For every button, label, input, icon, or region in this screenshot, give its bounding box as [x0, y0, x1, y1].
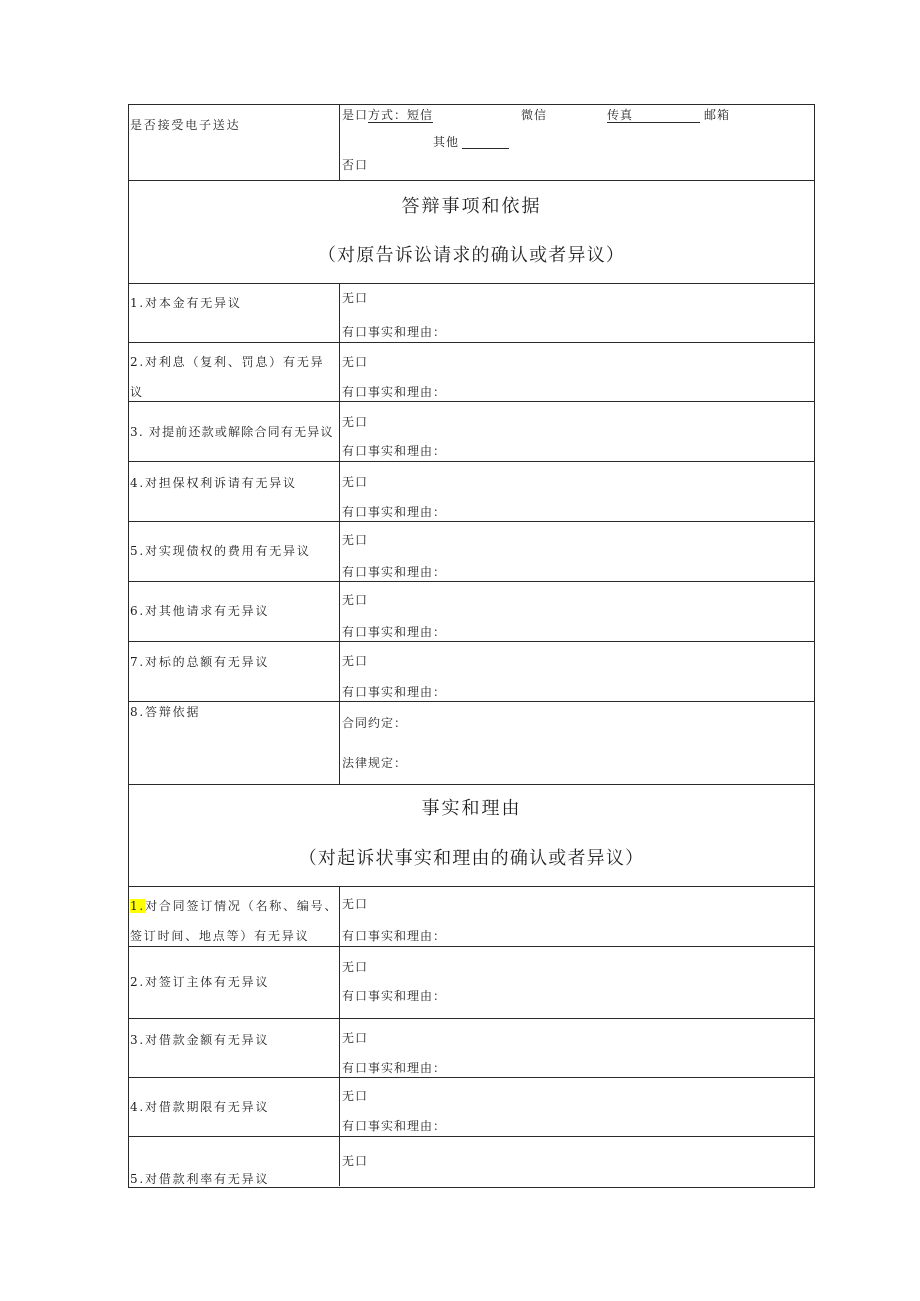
option-no-objection: 无口	[342, 415, 369, 429]
option-no-objection: 无口	[342, 960, 369, 974]
electronic-service-label: 是否接受电子送达	[130, 118, 241, 132]
other-blank-line	[462, 148, 509, 149]
section-title: 答辩事项和依据	[401, 196, 542, 217]
item-label-cell	[129, 887, 340, 946]
service-method-label: 方式：短信	[368, 108, 434, 122]
option-no-objection: 无口	[342, 475, 369, 489]
item-label: 2.对利息（复利、罚息）有无异	[130, 355, 325, 369]
item-answer-cell	[340, 1019, 814, 1077]
electronic-service-no-option: 否口	[342, 158, 369, 172]
option-objection-reason: 有口事实和理由：	[342, 505, 447, 519]
item-label: 5.对实现债权的费用有无异议	[130, 544, 311, 558]
email-option: 邮箱	[704, 108, 731, 122]
defense-form-table	[128, 104, 815, 1188]
option-no-objection: 无口	[342, 533, 369, 547]
item-answer-cell	[340, 887, 814, 946]
defense-section-header	[129, 180, 814, 283]
facts-item-row	[129, 946, 814, 1018]
item-label: 4.对借款期限有无异议	[130, 1100, 270, 1114]
item-label: 5.对借款利率有无异议	[130, 1172, 270, 1186]
item-label-cell	[129, 642, 340, 701]
section-subtitle: （对起诉状事实和理由的确认或者异议）	[298, 848, 645, 869]
option-no-objection: 无口	[342, 1031, 369, 1045]
fax-option: 传真	[607, 108, 700, 123]
item-label-cell	[129, 1078, 340, 1136]
item-answer-cell	[340, 947, 814, 1018]
defense-item-row	[129, 401, 814, 461]
option-no-objection: 无口	[342, 897, 369, 911]
facts-item-row	[129, 886, 814, 946]
electronic-service-row	[129, 105, 814, 180]
option-no-objection: 无口	[342, 593, 369, 607]
item-label-cell	[129, 402, 340, 461]
item-answer-cell	[340, 1137, 814, 1186]
option-objection-reason: 有口事实和理由：	[342, 325, 447, 339]
electronic-service-options-cell	[340, 105, 814, 180]
highlighted-item-number: 1.	[130, 899, 146, 913]
item-label-cell	[129, 582, 340, 641]
section-title: 事实和理由	[421, 798, 522, 819]
defense-basis-row	[129, 701, 814, 784]
basis-answer-cell	[340, 702, 814, 784]
electronic-service-yes-line	[342, 108, 433, 122]
item-label-cell	[129, 284, 340, 342]
wechat-option: 微信	[521, 108, 548, 122]
electronic-service-label-cell	[129, 105, 340, 180]
item-label: 3. 对提前还款或解除合同有无异议	[130, 425, 334, 439]
item-label-cell	[129, 1137, 340, 1186]
item-label-continued: 签订时间、地点等）有无异议	[130, 929, 310, 943]
option-objection-reason: 有口事实和理由：	[342, 1061, 447, 1075]
defense-item-row	[129, 641, 814, 701]
option-no-objection: 无口	[342, 1089, 369, 1103]
option-no-objection: 无口	[342, 1154, 369, 1168]
item-answer-cell	[340, 582, 814, 641]
item-answer-cell	[340, 1078, 814, 1136]
option-objection-reason: 有口事实和理由：	[342, 685, 447, 699]
electronic-service-yes-option: 是口	[342, 108, 369, 122]
defense-item-row	[129, 283, 814, 342]
facts-section-header	[129, 784, 814, 886]
item-label-cell	[129, 522, 340, 581]
defense-item-row	[129, 521, 814, 581]
option-objection-reason: 有口事实和理由：	[342, 989, 447, 1003]
option-no-objection: 无口	[342, 291, 369, 305]
facts-item-row	[129, 1136, 814, 1186]
item-answer-cell	[340, 402, 814, 461]
item-answer-cell	[340, 522, 814, 581]
item-label-line	[130, 899, 338, 913]
item-label: 7.对标的总额有无异议	[130, 655, 270, 669]
basis-label: 8.答辩依据	[130, 705, 201, 719]
item-answer-cell	[340, 462, 814, 521]
item-label: 6.对其他请求有无异议	[130, 604, 270, 618]
option-objection-reason: 有口事实和理由：	[342, 1119, 447, 1133]
facts-item-row	[129, 1018, 814, 1077]
option-no-objection: 无口	[342, 654, 369, 668]
item-label-cell	[129, 947, 340, 1018]
option-no-objection: 无口	[342, 355, 369, 369]
other-option: 其他	[433, 135, 460, 149]
defense-item-row	[129, 581, 814, 641]
defense-item-row	[129, 461, 814, 521]
item-label-cell	[129, 1019, 340, 1077]
legal-provision-label: 法律规定：	[342, 756, 408, 770]
option-objection-reason: 有口事实和理由：	[342, 444, 447, 458]
item-label: 4.对担保权利诉请有无异议	[130, 476, 297, 490]
item-label: 对合同签订情况（名称、编号、	[145, 899, 339, 913]
facts-item-row	[129, 1077, 814, 1136]
option-objection-reason: 有口事实和理由：	[342, 929, 447, 943]
item-label: 1.对本金有无异议	[130, 296, 242, 310]
option-objection-reason: 有口事实和理由：	[342, 625, 447, 639]
item-label: 2.对签订主体有无异议	[130, 975, 270, 989]
defense-item-row	[129, 342, 814, 401]
basis-label-cell	[129, 702, 340, 784]
item-label-cell	[129, 462, 340, 521]
option-objection-reason: 有口事实和理由：	[342, 385, 447, 399]
item-label-continued: 议	[130, 385, 144, 399]
section-subtitle: （对原告诉讼请求的确认或者异议）	[317, 245, 626, 266]
item-label-cell	[129, 343, 340, 401]
item-answer-cell	[340, 343, 814, 401]
item-answer-cell	[340, 284, 814, 342]
item-answer-cell	[340, 642, 814, 701]
contract-provision-label: 合同约定：	[342, 716, 408, 730]
item-label: 3.对借款金额有无异议	[130, 1033, 270, 1047]
option-objection-reason: 有口事实和理由：	[342, 565, 447, 579]
